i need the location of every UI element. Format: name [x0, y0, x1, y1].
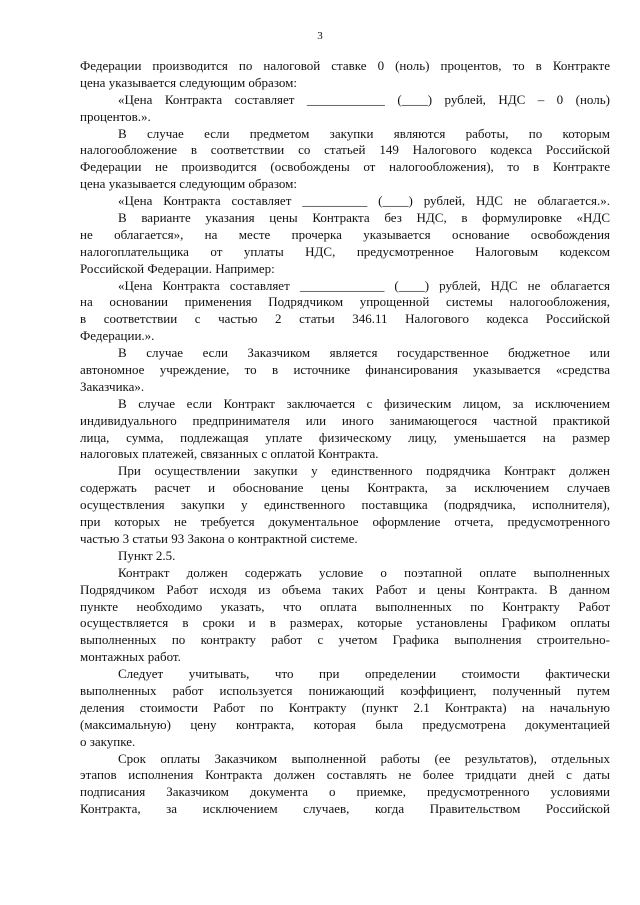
text-line: автономное учреждение, то в источнике финансирования указывается «средства — [80, 362, 610, 378]
text-line: лица, сумма, подлежащая уплате физическому лицу, уменьшается на размер — [80, 429, 610, 445]
text-line: налогоплательщика от уплаты НДС, предусмотренное Налоговым кодексом — [80, 243, 610, 259]
text-line: В случае если Контракт заключается с физическим лицом, за исключением — [118, 395, 610, 411]
text-line: (максимальную) цену контракта, которая была предусмотрена документацией — [80, 716, 610, 732]
text-line: пункте необходимо указать, что оплата выполненных по Контракту Работ — [80, 598, 610, 614]
text-line: «Цена Контракта составляет __________ (____) рублей, НДС не облагается.». — [118, 193, 610, 209]
text-line: Контракта, за исключением случаев, когда Правительством Российской — [80, 801, 610, 817]
text-line: Федерации не производится (освобождены от налогообложения), то в Контракте — [80, 159, 610, 175]
text-line: «Цена Контракта составляет ____________ (____) рублей, НДС – 0 (ноль) — [118, 91, 610, 107]
text-line: индивидуального предпринимателя или иного занимающегося частной практикой — [80, 412, 610, 428]
text-line: налогообложение в соответствии со статьей 149 Налогового кодекса Российской — [80, 142, 610, 158]
text-line: Контракт должен содержать условие о поэтапной оплате выполненных — [118, 564, 610, 580]
text-line: содержать расчет и обоснование цены Контракта, за исключением случаев — [80, 480, 610, 496]
text-line: Срок оплаты Заказчиком выполненной работы (ее результатов), отдельных — [118, 750, 610, 766]
text-line: цена указывается следующим образом: — [80, 176, 297, 192]
text-line: В случае если предметом закупки являются работы, по которым — [118, 125, 610, 141]
text-line: на основании применения Подрядчиком упрощенной системы налогообложения, — [80, 294, 610, 310]
text-line: при которых не требуется документальное оформление отчета, предусмотренного — [80, 514, 610, 530]
text-line: В варианте указания цены Контракта без НДС, в формулировке «НДС — [118, 210, 610, 226]
text-line: Заказчика». — [80, 378, 145, 394]
document-body — [80, 58, 610, 818]
text-line: Федерации.». — [80, 328, 155, 344]
text-line: налоговых платежей, связанных с оплатой Контракта. — [80, 446, 379, 462]
text-line: Следует учитывать, что при определении стоимости фактически — [118, 666, 610, 682]
text-line: Российской Федерации. Например: — [80, 260, 275, 276]
text-line: частью 3 статьи 93 Закона о контрактной системе. — [80, 530, 358, 546]
text-line: осуществляется в сроки и в размерах, которые установлены Графиком оплаты — [80, 615, 610, 631]
text-line: Федерации производится по налоговой ставке 0 (ноль) процентов, то в Контракте — [80, 58, 610, 73]
text-line: монтажных работ. — [80, 649, 181, 665]
text-line: подписания Заказчиком документа о приемке, предусмотренного условиями — [80, 784, 610, 800]
text-line: процентов.». — [80, 108, 151, 124]
text-line: деления стоимости Работ по Контракту (пункт 2.1 Контракта) на начальную — [80, 699, 610, 715]
text-line: цена указывается следующим образом: — [80, 74, 297, 90]
text-line: о закупке. — [80, 733, 136, 749]
text-line: В случае если Заказчиком является государственное бюджетное или — [118, 345, 610, 361]
text-line: в соответствии с частью 2 статьи 346.11 Налогового кодекса Российской — [80, 311, 610, 327]
text-line: этапов исполнения Контракта должен составлять не более тридцати дней с даты — [80, 767, 610, 783]
text-line: «Цена Контракта составляет _____________ (____) рублей, НДС не облагается — [118, 277, 610, 293]
text-line: не облагается», на месте прочерка указывается основание освобождения — [80, 226, 610, 242]
text-line: Подрядчиком Работ исходя из объема таких Работ и цены Контракта. В данном — [80, 581, 610, 597]
text-line: При осуществлении закупки у единственного подрядчика Контракт должен — [118, 463, 610, 479]
text-line: выполненных по контракту работ с учетом Графика выполнения строительно- — [80, 632, 610, 648]
text-line: Пункт 2.5. — [118, 547, 176, 563]
page-number: 3 — [317, 30, 323, 42]
text-line: осуществления закупки у единственного поставщика (подрядчика, исполнителя), — [80, 497, 610, 513]
text-line: выполненных работ используется понижающий коэффициент, полученный путем — [80, 682, 610, 698]
